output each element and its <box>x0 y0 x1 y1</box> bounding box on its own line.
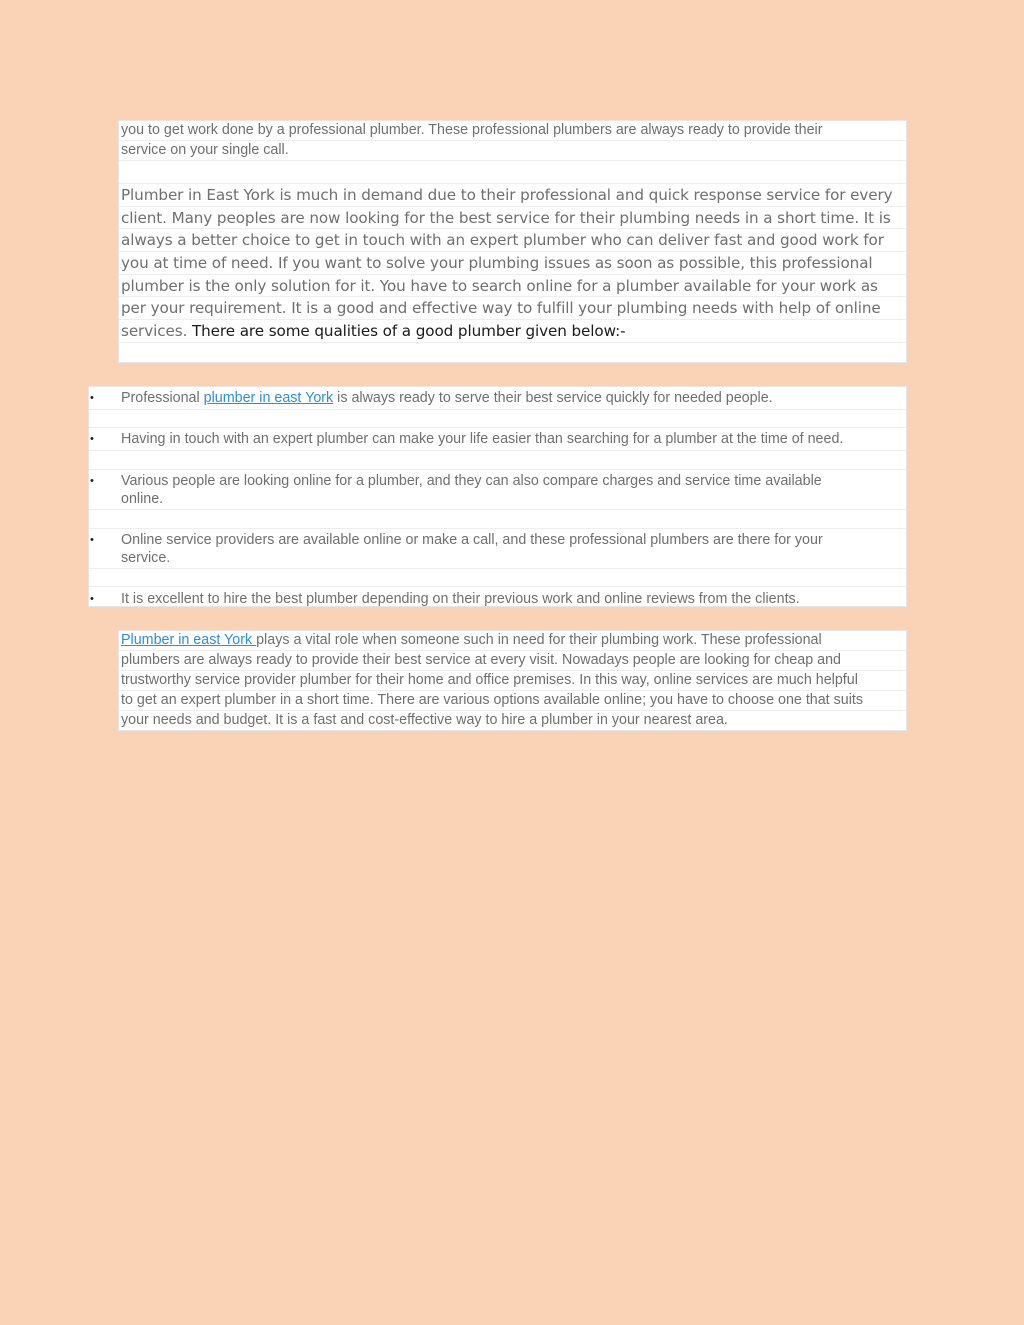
bullet-icon: • <box>90 433 94 445</box>
intro-line-2: service on your single call. <box>119 141 906 161</box>
list-item-text: It is excellent to hire the best plumber depending on their previous work and online reviews from the clients. <box>121 591 800 607</box>
bullet-icon: • <box>90 392 94 404</box>
outro-line-4: to get an expert plumber in a short time. There are various options available online; you have to choose one that suits <box>119 691 906 711</box>
paragraph-line-4: you at time of need. If you want to solve your plumbing issues as soon as possible, this professional <box>119 252 906 275</box>
paragraph-line-1: Plumber in East York is much in demand due to their professional and quick response service for every <box>119 184 906 207</box>
divider <box>89 528 906 529</box>
paragraph-line-7-start: services. <box>121 322 192 341</box>
qualities-intro: There are some qualities of a good plumber given below:- <box>191 322 626 341</box>
list-item-text-line-1: Various people are looking online for a plumber, and they can also compare charges and service time available <box>121 473 822 489</box>
divider <box>89 568 906 569</box>
paragraph-line-2: client. Many peoples are now looking for the best service for their plumbing needs in a short time. It is <box>119 207 906 230</box>
list-item-text-line-2: online. <box>121 490 164 507</box>
paragraph-line-6: per your requirement. It is a good and effective way to fulfill your plumbing needs with help of online <box>119 297 906 320</box>
paragraph-line-3: always a better choice to get in touch with an expert plumber who can deliver fast and good work for <box>119 229 906 252</box>
divider <box>89 427 906 428</box>
intro-text-block <box>118 120 907 363</box>
outro-line-3: trustworthy service provider plumber for their home and office premises. In this way, online services are much helpful <box>119 671 906 691</box>
list-item-text-before: Professional <box>121 390 204 406</box>
outro-line-1-rest: plays a vital role when someone such in need for their plumbing work. These professional <box>256 632 822 648</box>
paragraph-line-7 <box>119 320 906 343</box>
outro-text-block <box>118 630 907 731</box>
plumber-east-york-link[interactable]: Plumber in east York <box>121 632 257 648</box>
outro-line-2: plumbers are always ready to provide their best service at every visit. Nowadays people are looking for cheap and <box>119 651 906 671</box>
bullet-icon: • <box>90 593 94 605</box>
outro-line-1 <box>119 631 906 651</box>
divider <box>89 509 906 510</box>
divider <box>89 469 906 470</box>
list-item-text-after: is always ready to serve their best service quickly for needed people. <box>333 390 773 406</box>
list-item-text-line-2: service. <box>121 549 171 566</box>
bullet-icon: • <box>90 534 94 546</box>
spacer <box>119 161 906 184</box>
divider <box>89 409 906 410</box>
divider <box>89 450 906 451</box>
divider <box>89 586 906 587</box>
intro-line-1: you to get work done by a professional plumber. These professional plumbers are always ready to provide their <box>119 121 906 141</box>
bullet-icon: • <box>90 475 94 487</box>
plumber-east-york-link[interactable]: plumber in east York <box>203 390 334 406</box>
paragraph-line-5: plumber is the only solution for it. You have to search online for a plumber available for your work as <box>119 275 906 298</box>
list-item-text-line-1: Online service providers are available online or make a call, and these professional plumbers are there for your <box>121 532 823 548</box>
outro-line-5: your needs and budget. It is a fast and cost-effective way to hire a plumber in your nearest area. <box>121 712 728 728</box>
list-item-text: Having in touch with an expert plumber can make your life easier than searching for a plumber at the time of need. <box>121 431 844 447</box>
main-paragraph <box>119 184 906 343</box>
qualities-list <box>88 386 907 607</box>
